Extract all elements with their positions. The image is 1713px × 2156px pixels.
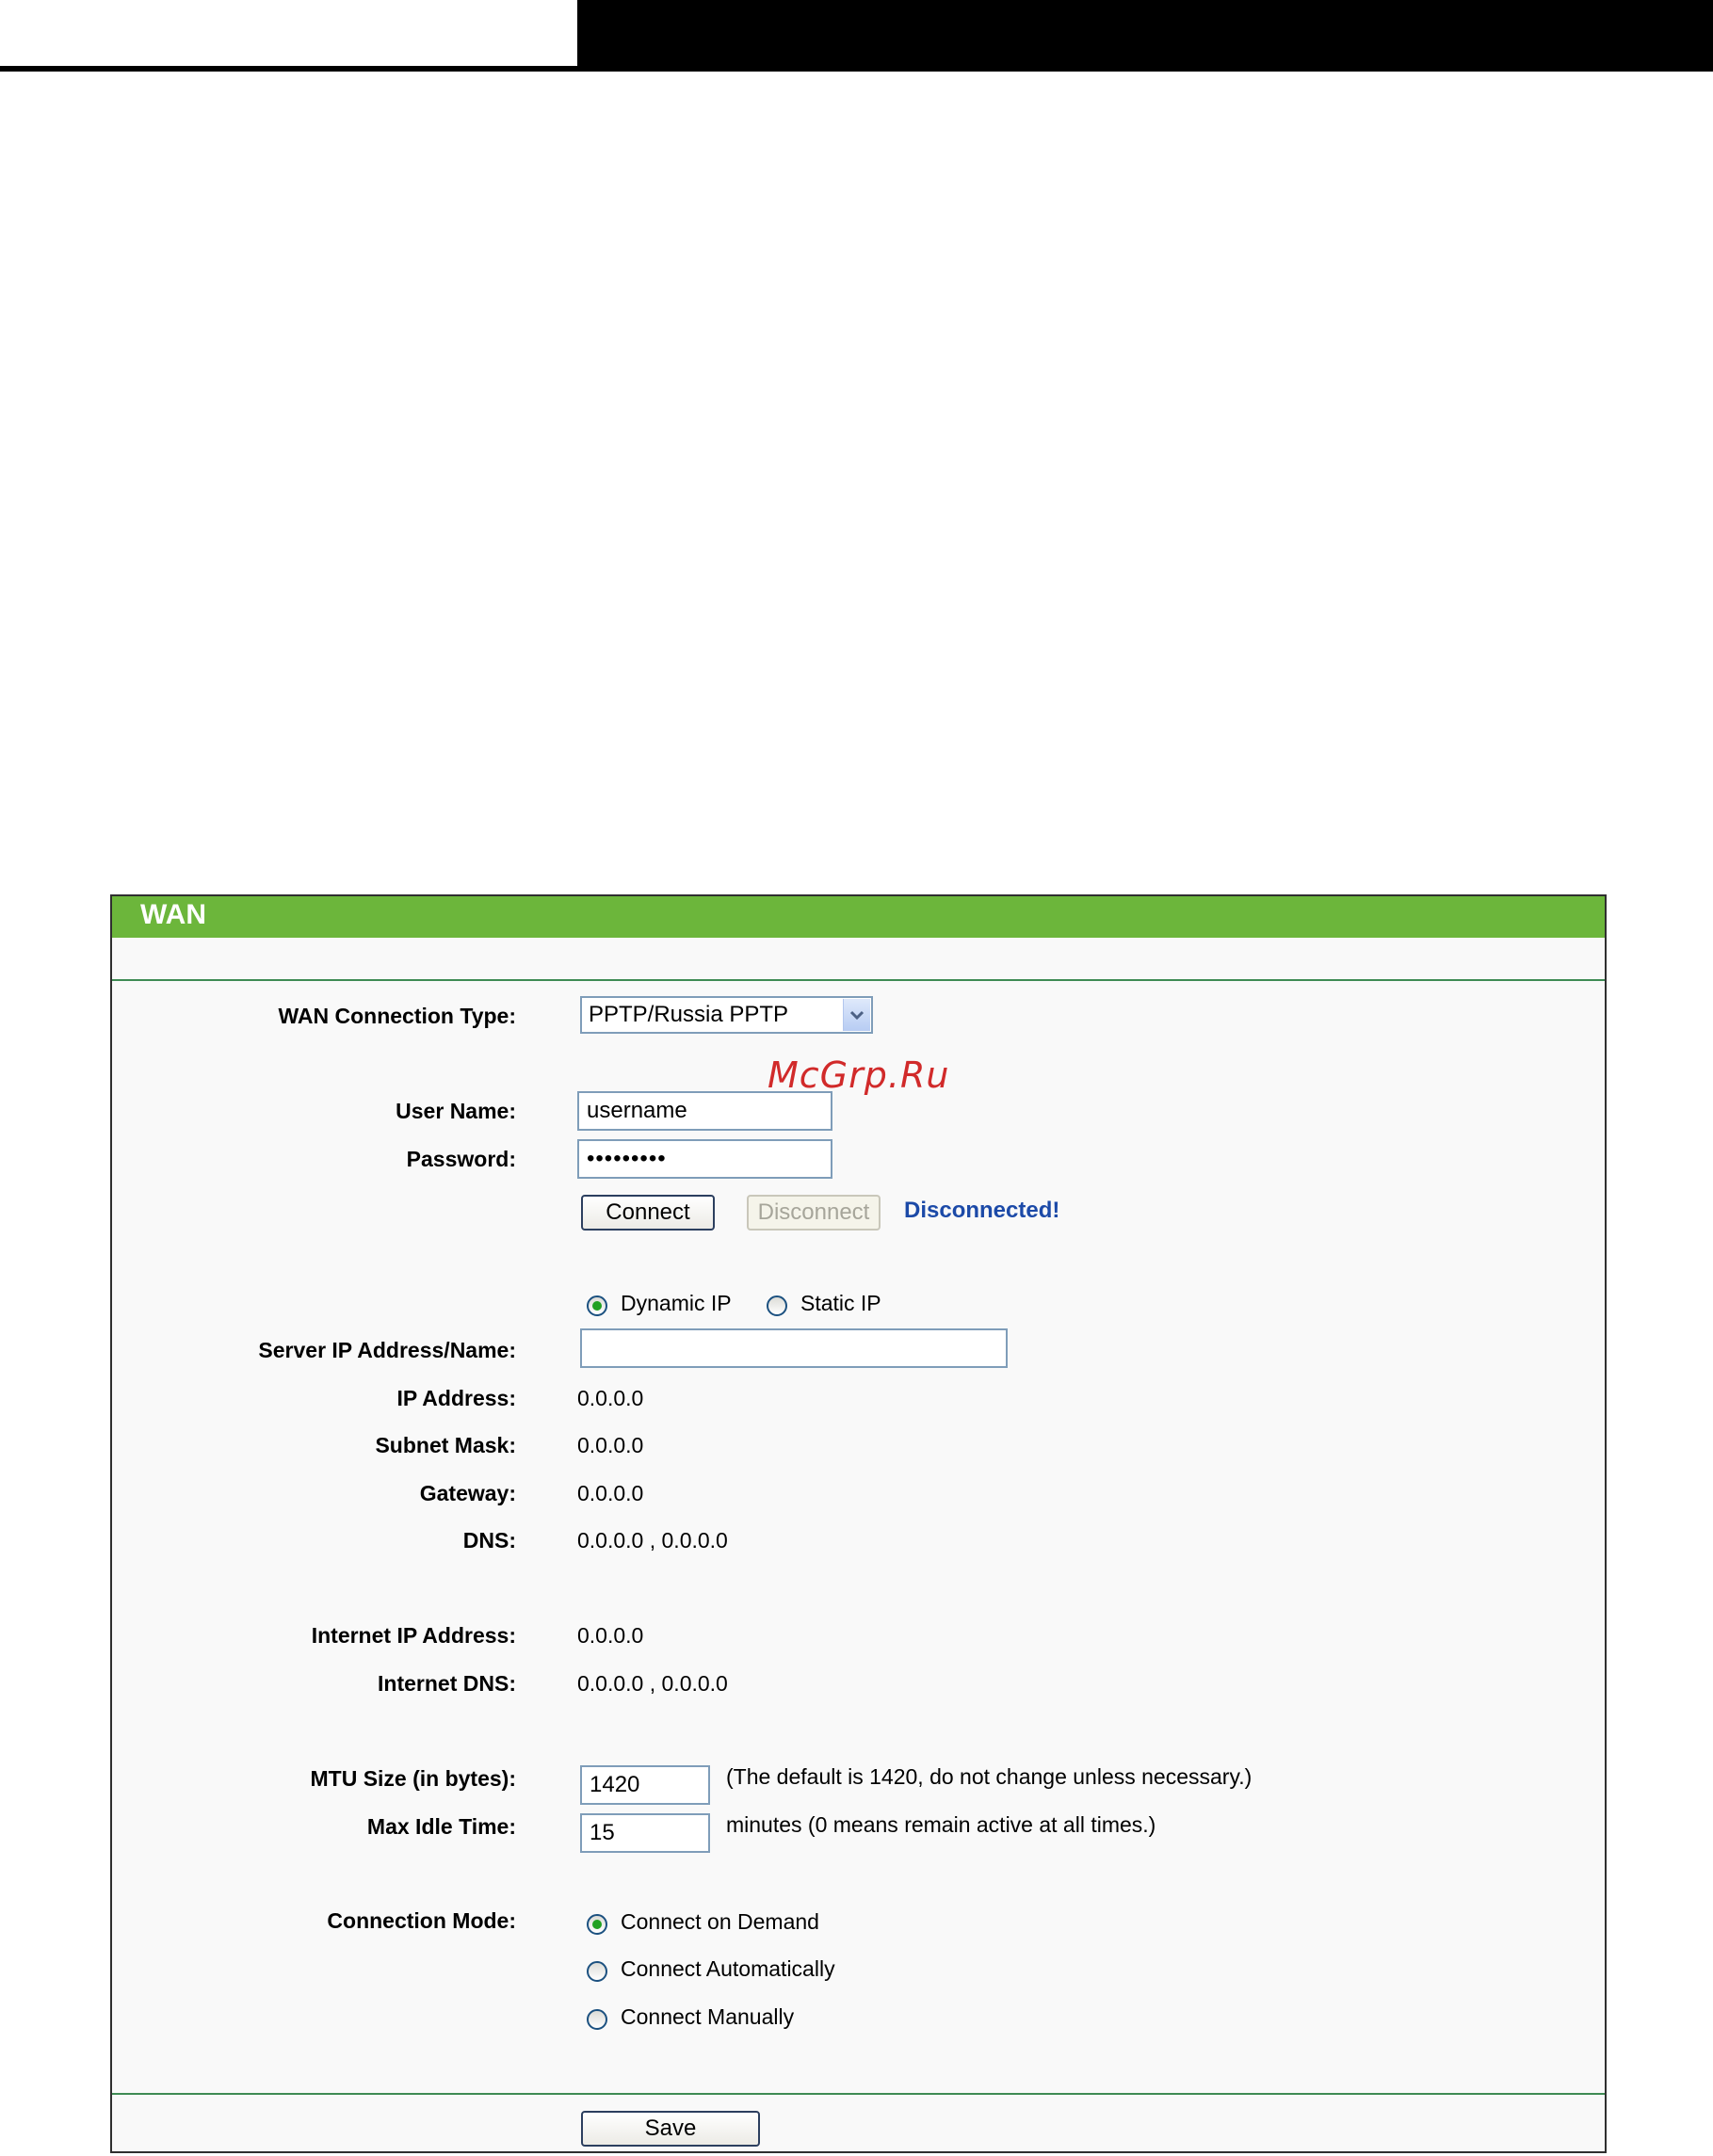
ip-label: IP Address: bbox=[396, 1386, 516, 1410]
static-ip-option[interactable] bbox=[767, 1290, 881, 1316]
internet-ip-label: Internet IP Address: bbox=[311, 1623, 516, 1648]
server-input[interactable] bbox=[580, 1328, 1008, 1368]
disconnect-button[interactable]: Disconnect bbox=[747, 1195, 881, 1231]
internet-dns-value: 0.0.0.0 , 0.0.0.0 bbox=[577, 1671, 728, 1696]
internet-dns-label: Internet DNS: bbox=[378, 1671, 516, 1696]
top-separator bbox=[112, 979, 1605, 981]
mode-demand-label: Connect on Demand bbox=[621, 1908, 819, 1934]
dns-label: DNS: bbox=[462, 1528, 516, 1553]
wan-type-label: WAN Connection Type: bbox=[278, 1004, 516, 1028]
dynamic-ip-option[interactable] bbox=[587, 1290, 732, 1316]
wan-type-select[interactable] bbox=[580, 996, 873, 1034]
mode-label: Connection Mode: bbox=[327, 1908, 516, 1933]
mtu-label: MTU Size (in bytes): bbox=[310, 1766, 516, 1791]
mask-value: 0.0.0.0 bbox=[577, 1433, 644, 1457]
mode-manual-label: Connect Manually bbox=[621, 2003, 795, 2029]
bottom-separator bbox=[112, 2093, 1605, 2095]
mtu-input[interactable]: 1420 bbox=[580, 1765, 710, 1805]
gateway-value: 0.0.0.0 bbox=[577, 1481, 644, 1505]
password-label: Password: bbox=[406, 1147, 516, 1171]
idle-label: Max Idle Time: bbox=[366, 1814, 516, 1839]
mode-auto-option[interactable] bbox=[587, 1955, 835, 1982]
static-ip-radio[interactable] bbox=[767, 1295, 787, 1316]
watermark-text: McGrp.Ru bbox=[768, 1054, 950, 1096]
chevron-down-icon[interactable] bbox=[843, 999, 870, 1031]
connection-status: Disconnected! bbox=[904, 1198, 1060, 1223]
mode-manual-radio[interactable] bbox=[587, 2009, 607, 2030]
static-ip-label: Static IP bbox=[800, 1290, 881, 1315]
mode-auto-label: Connect Automatically bbox=[621, 1955, 835, 1981]
mode-auto-radio[interactable] bbox=[587, 1961, 607, 1982]
dns-value: 0.0.0.0 , 0.0.0.0 bbox=[577, 1528, 728, 1553]
panel-header bbox=[112, 896, 1605, 938]
mask-label: Subnet Mask: bbox=[375, 1433, 516, 1457]
idle-hint: minutes (0 means remain active at all times.) bbox=[726, 1812, 1156, 1837]
ip-value: 0.0.0.0 bbox=[577, 1386, 644, 1410]
server-label: Server IP Address/Name: bbox=[258, 1338, 516, 1362]
mode-demand-radio[interactable] bbox=[587, 1914, 607, 1935]
dynamic-ip-radio[interactable] bbox=[587, 1295, 607, 1316]
wan-type-value: PPTP/Russia PPTP bbox=[589, 1002, 789, 1027]
mode-demand-option[interactable] bbox=[587, 1908, 819, 1935]
mtu-hint: (The default is 1420, do not change unless necessary.) bbox=[726, 1764, 1252, 1789]
dynamic-ip-label: Dynamic IP bbox=[621, 1290, 732, 1315]
mode-manual-option[interactable] bbox=[587, 2003, 794, 2030]
username-label: User Name: bbox=[396, 1099, 516, 1123]
document-header-block bbox=[577, 0, 1713, 72]
save-button[interactable]: Save bbox=[581, 2111, 760, 2147]
username-input[interactable]: username bbox=[577, 1091, 832, 1131]
connect-button[interactable]: Connect bbox=[581, 1195, 715, 1231]
internet-ip-value: 0.0.0.0 bbox=[577, 1623, 644, 1648]
gateway-label: Gateway: bbox=[419, 1481, 516, 1505]
panel-title: WAN bbox=[140, 899, 206, 930]
idle-input[interactable]: 15 bbox=[580, 1813, 710, 1853]
document-header-rule bbox=[0, 66, 578, 72]
password-input[interactable]: ••••••••• bbox=[577, 1139, 832, 1179]
